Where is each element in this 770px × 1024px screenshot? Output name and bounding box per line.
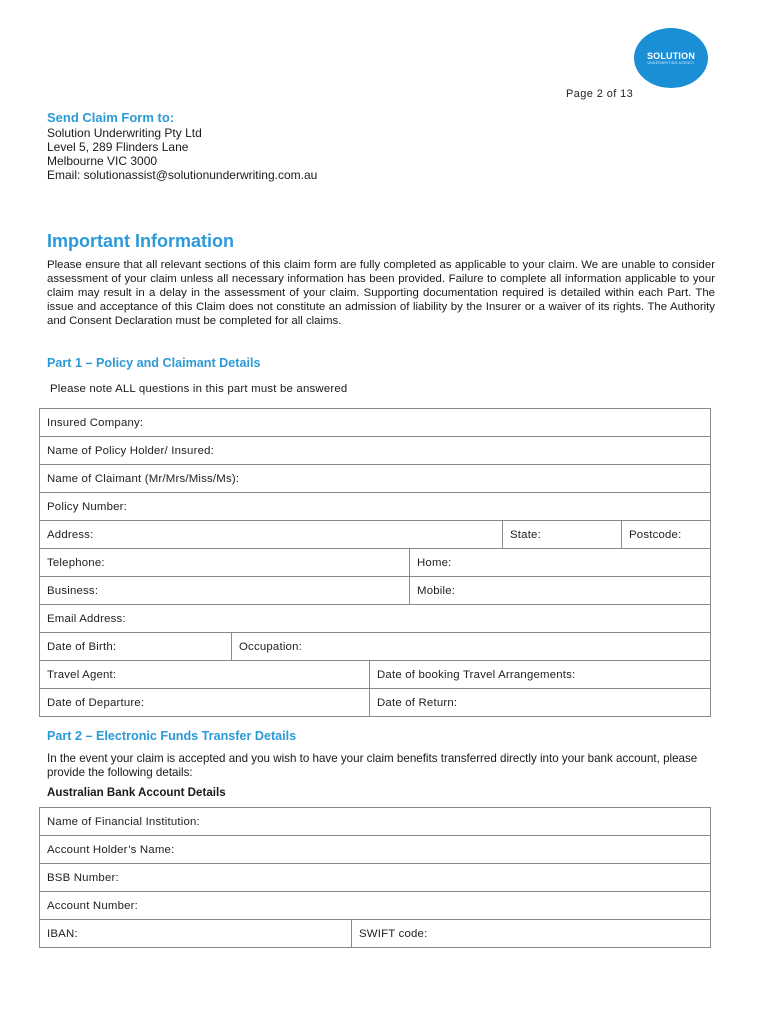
postcode-field[interactable]: Postcode: [622, 521, 711, 549]
important-info-body: Please ensure that all relevant sections of this claim form are fully completed as applicable to your claim. We are unable to consider assessment of your claim unless all necessary information has been provided. Failure to complete all information applicable to your claim may result in a delay in the assessment of your claim. Supporting documentation required is detailed within each Part. The issue and acceptance of this Claim does not constitute an admission of liability by the Insurer or a waiver of its rights. The Authority and Consent Declaration must be completed for all claims. [47, 259, 715, 327]
address-email[interactable]: Email: solutionassist@solutionunderwriting.com.au [47, 168, 318, 182]
home-phone-field[interactable]: Home: [410, 549, 711, 577]
part1-title: Part 1 – Policy and Claimant Details [47, 356, 261, 370]
bank-details-table [39, 807, 711, 948]
bsb-number-field[interactable]: BSB Number: [40, 864, 711, 892]
logo-tagline: UNDERWRITING AGENCY [647, 60, 695, 65]
state-field[interactable]: State: [503, 521, 622, 549]
swift-code-field[interactable]: SWIFT code: [352, 920, 711, 948]
date-of-birth-field[interactable]: Date of Birth: [40, 633, 232, 661]
financial-institution-field[interactable]: Name of Financial Institution: [40, 808, 711, 836]
business-phone-field[interactable]: Business: [40, 577, 410, 605]
part1-note: Please note ALL questions in this part must be answered [50, 383, 348, 395]
send-claim-address [47, 126, 317, 182]
important-info-title: Important Information [47, 231, 234, 251]
company-logo [634, 28, 708, 88]
departure-date-field[interactable]: Date of Departure: [40, 689, 370, 717]
address-line: Level 5, 289 Flinders Lane [47, 140, 189, 154]
address-line: Solution Underwriting Pty Ltd [47, 126, 202, 140]
address-line: Melbourne VIC 3000 [47, 154, 158, 168]
return-date-field[interactable]: Date of Return: [370, 689, 711, 717]
booking-date-field[interactable]: Date of booking Travel Arrangements: [370, 661, 711, 689]
bank-details-heading: Australian Bank Account Details [47, 786, 226, 799]
iban-field[interactable]: IBAN: [40, 920, 352, 948]
email-address-field[interactable]: Email Address: [40, 605, 711, 633]
page-number: Page 2 of 13 [566, 88, 634, 100]
occupation-field[interactable]: Occupation: [232, 633, 711, 661]
insured-company-field[interactable]: Insured Company: [40, 409, 711, 437]
policy-holder-field[interactable]: Name of Policy Holder/ Insured: [40, 437, 711, 465]
mobile-field[interactable]: Mobile: [410, 577, 711, 605]
policy-claimant-table [39, 408, 711, 717]
part2-body: In the event your claim is accepted and you wish to have your claim benefits transferred directly into your bank account, please provide the following details: [47, 752, 698, 779]
part2-title: Part 2 – Electronic Funds Transfer Details [47, 729, 297, 743]
telephone-field[interactable]: Telephone: [40, 549, 410, 577]
policy-number-field[interactable]: Policy Number: [40, 493, 711, 521]
account-holder-field[interactable]: Account Holder’s Name: [40, 836, 711, 864]
send-claim-title: Send Claim Form to: [47, 110, 175, 125]
claimant-name-field[interactable]: Name of Claimant (Mr/Mrs/Miss/Ms): [40, 465, 711, 493]
logo-brand: SOLUTION [646, 50, 696, 61]
travel-agent-field[interactable]: Travel Agent: [40, 661, 370, 689]
account-number-field[interactable]: Account Number: [40, 892, 711, 920]
address-field[interactable]: Address: [40, 521, 503, 549]
